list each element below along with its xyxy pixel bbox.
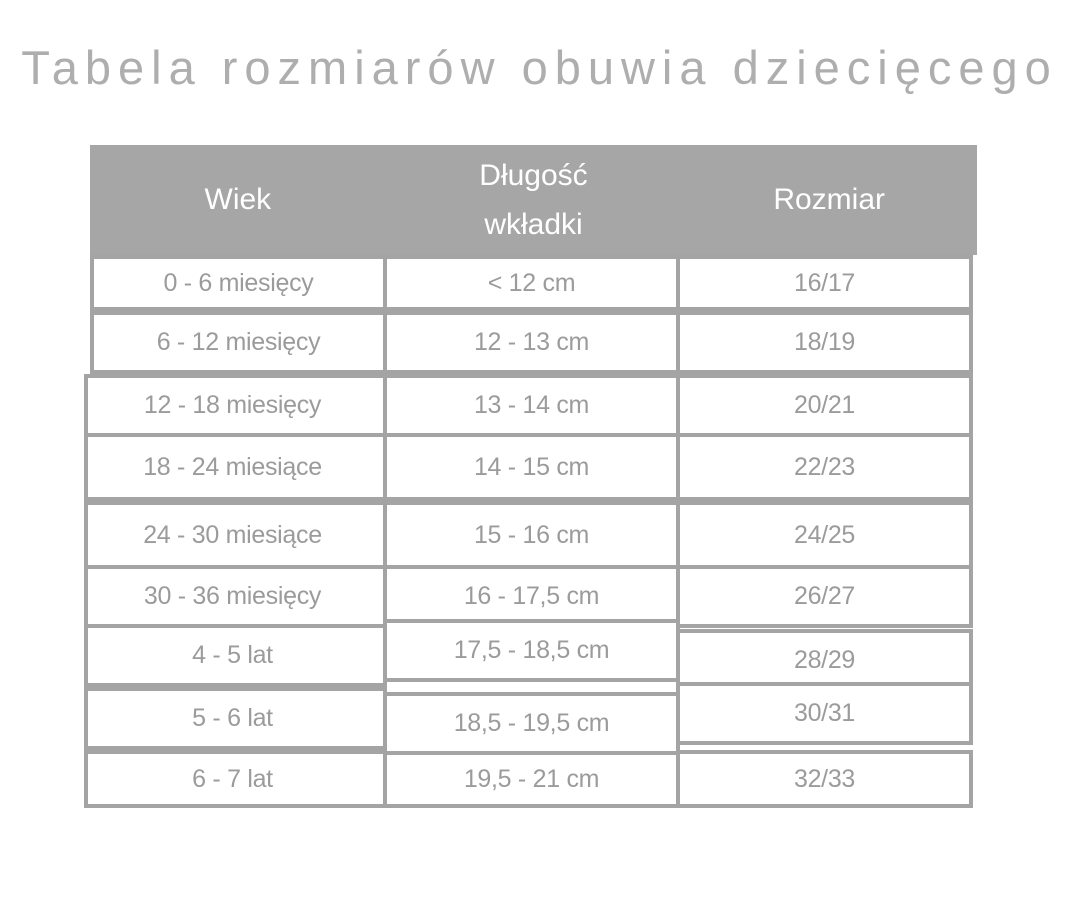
table-cell-insole-length: 14 - 15 cm bbox=[383, 433, 680, 501]
table-cell-size: 26/27 bbox=[676, 565, 973, 628]
table-cell-insole-length: 15 - 16 cm bbox=[383, 501, 680, 569]
table-cell-insole-length: 16 - 17,5 cm bbox=[383, 565, 680, 628]
table-header-row bbox=[90, 145, 977, 255]
column-header-dlugosc-wkladki-label: Długość wkładki bbox=[479, 158, 588, 241]
table-cell-size: 24/25 bbox=[676, 501, 973, 569]
table-cell-insole-length: 18,5 - 19,5 cm bbox=[383, 692, 680, 755]
table-cell-insole-length: 17,5 - 18,5 cm bbox=[383, 619, 680, 682]
table-cell-size: 18/19 bbox=[676, 311, 973, 374]
table-row bbox=[90, 624, 973, 687]
table-cell-age: 0 - 6 miesięcy bbox=[90, 255, 387, 311]
column-header-wiek-label: Wiek bbox=[204, 183, 272, 217]
column-header-wiek bbox=[90, 145, 386, 255]
table-cell-age: 12 - 18 miesięcy bbox=[84, 374, 387, 437]
table-cell-age: 24 - 30 miesiące bbox=[84, 501, 387, 569]
table-cell-age: 18 - 24 miesiące bbox=[84, 433, 387, 501]
table-cell-age: 6 - 7 lat bbox=[84, 750, 387, 808]
table-row bbox=[90, 433, 973, 501]
table-cell-size: 30/31 bbox=[676, 682, 973, 745]
table-row bbox=[90, 687, 973, 750]
size-table bbox=[90, 145, 977, 808]
table-cell-insole-length: < 12 cm bbox=[383, 255, 680, 311]
table-cell-size: 20/21 bbox=[676, 374, 973, 437]
table-cell-size: 32/33 bbox=[676, 750, 973, 808]
column-header-dlugosc-wkladki bbox=[386, 145, 682, 255]
table-row bbox=[90, 750, 973, 808]
column-header-rozmiar bbox=[681, 145, 977, 255]
table-cell-age: 4 - 5 lat bbox=[84, 624, 387, 687]
table-row bbox=[90, 374, 973, 437]
table-cell-size: 16/17 bbox=[676, 255, 973, 311]
table-cell-size: 28/29 bbox=[676, 629, 973, 692]
table-cell-insole-length: 13 - 14 cm bbox=[383, 374, 680, 437]
table-cell-size: 22/23 bbox=[676, 433, 973, 501]
table-cell-age: 5 - 6 lat bbox=[84, 687, 387, 750]
table-row bbox=[90, 255, 973, 311]
table-cell-insole-length: 12 - 13 cm bbox=[383, 311, 680, 374]
table-cell-age: 6 - 12 miesięcy bbox=[90, 311, 387, 374]
column-header-rozmiar-label: Rozmiar bbox=[773, 183, 886, 217]
table-row bbox=[90, 501, 973, 569]
table-row bbox=[90, 311, 973, 374]
table-cell-insole-length: 19,5 - 21 cm bbox=[383, 750, 680, 808]
page-title: Tabela rozmiarów obuwia dziecięcego bbox=[21, 41, 1058, 94]
table-cell-age: 30 - 36 miesięcy bbox=[84, 565, 387, 628]
